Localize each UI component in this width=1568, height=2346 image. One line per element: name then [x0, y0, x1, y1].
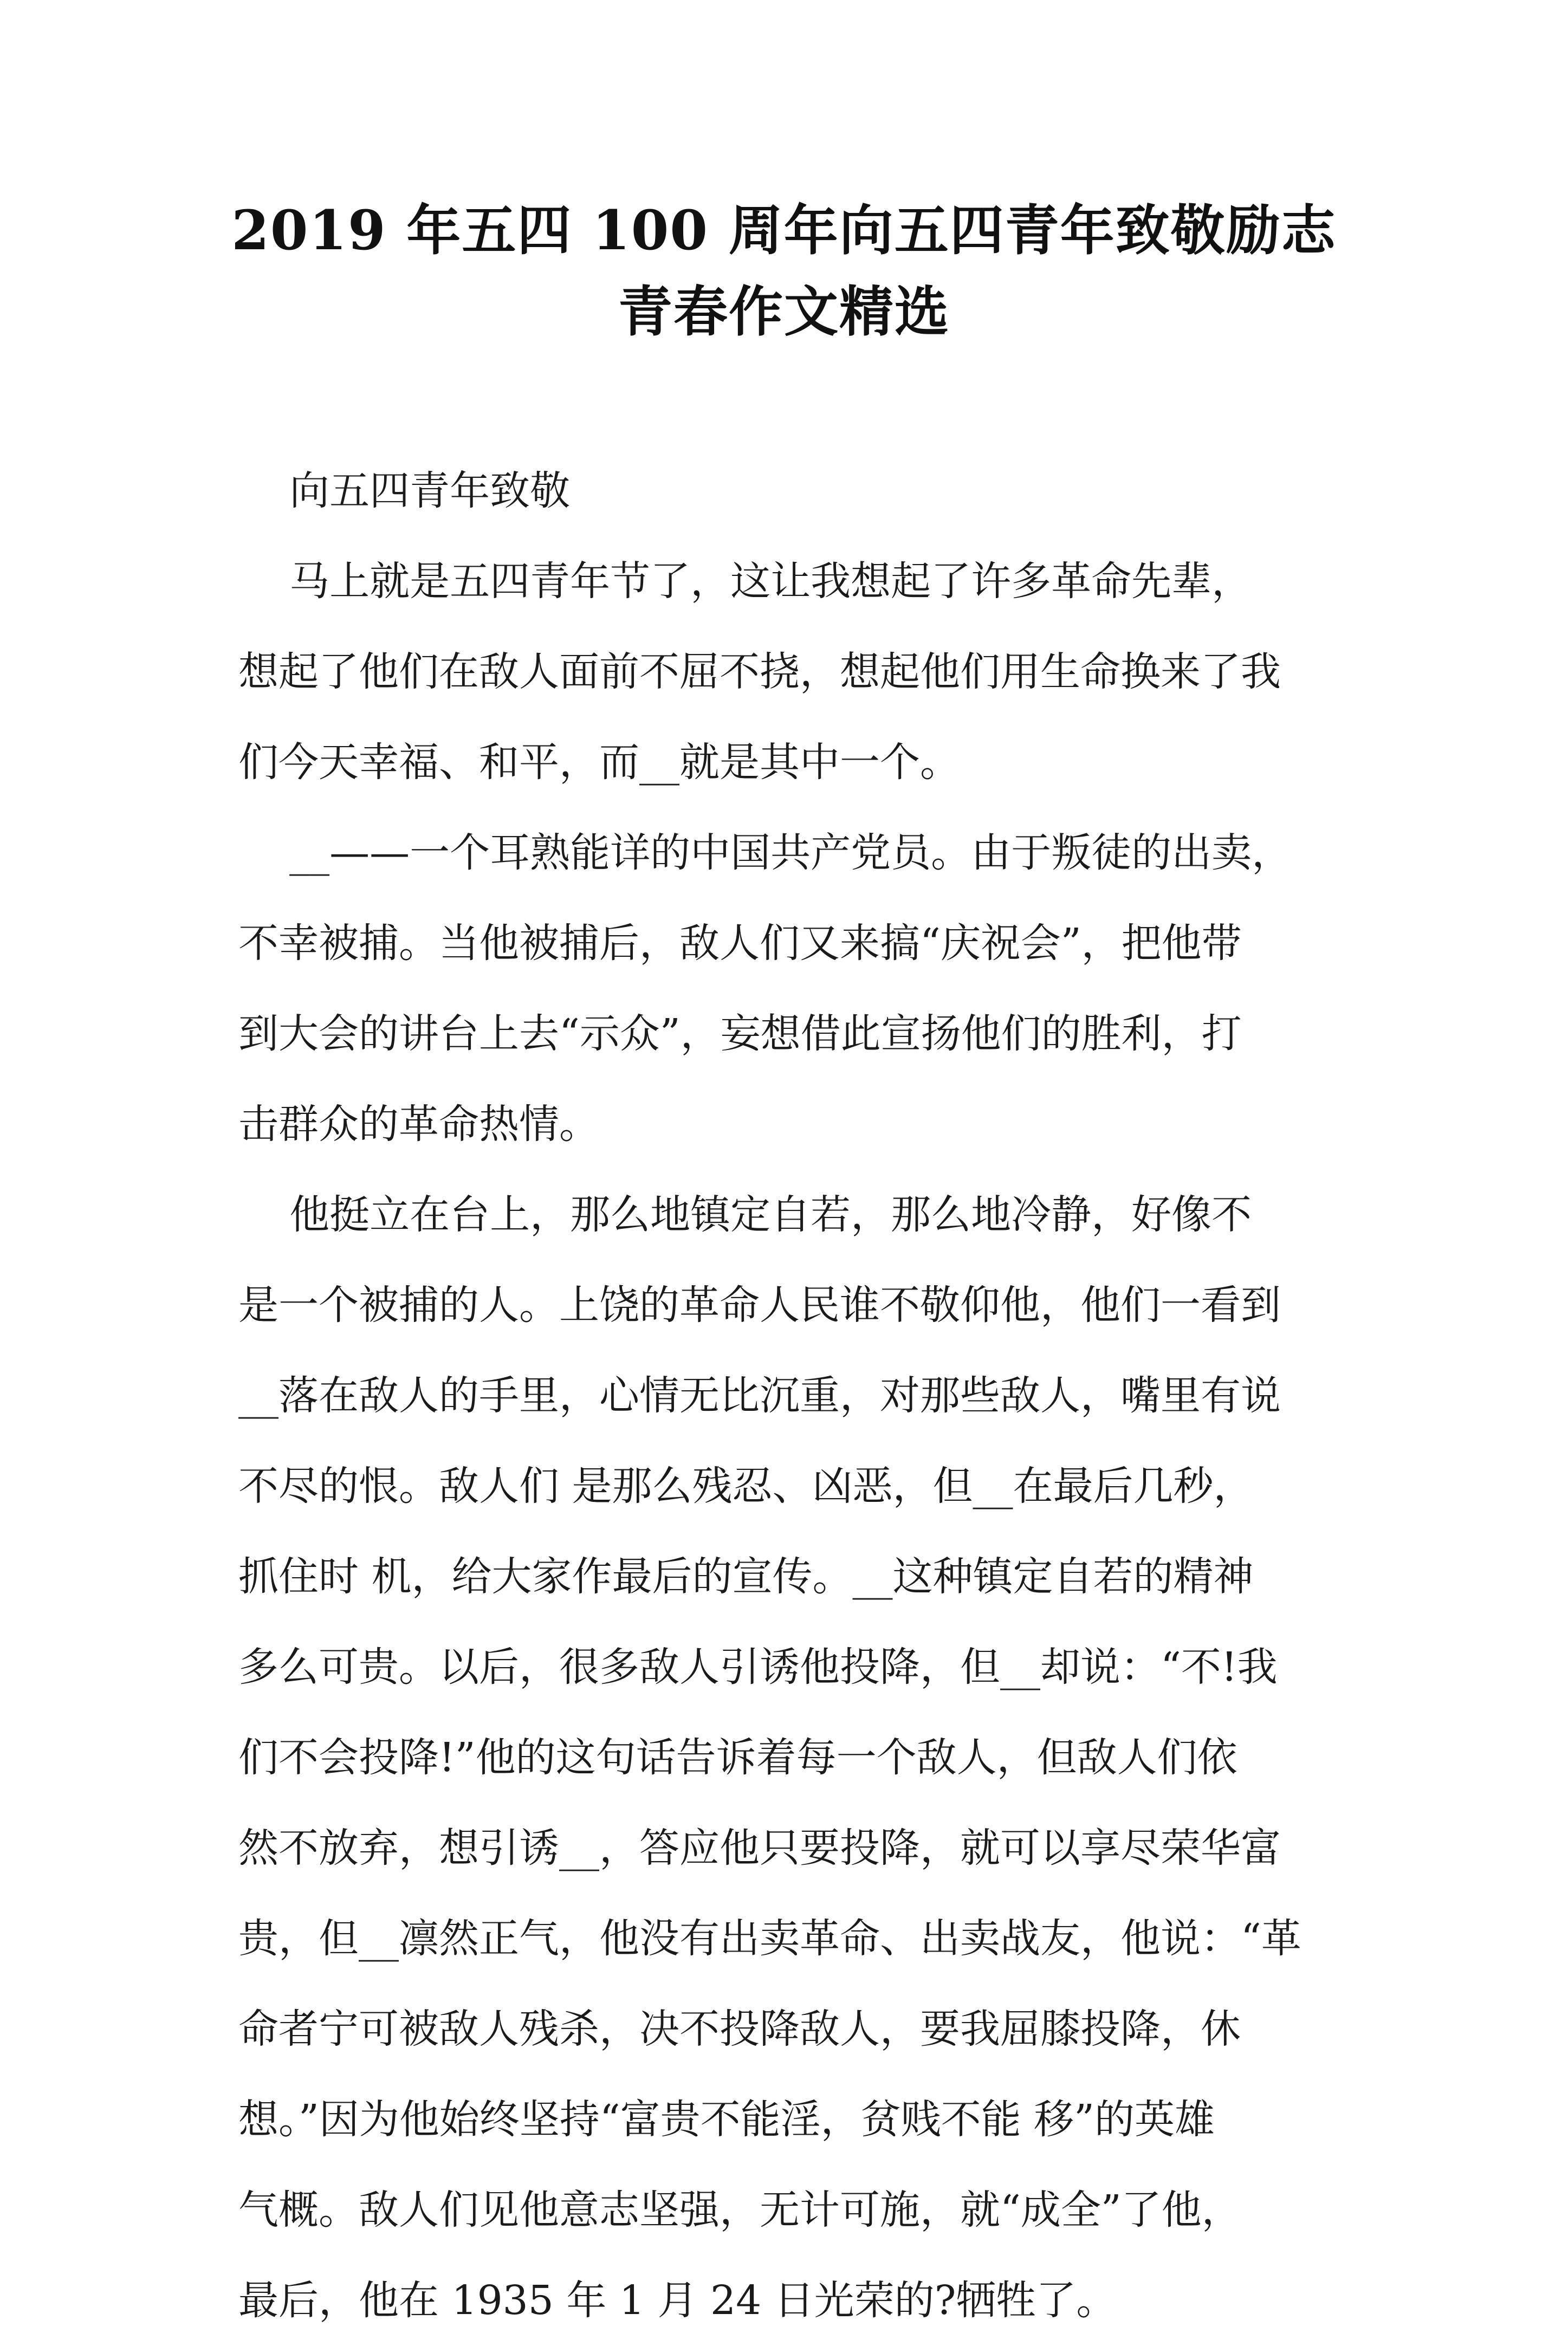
body-line: 不幸被捕。当他被捕后，敌人们又来搞“庆祝会”，把他带: [238, 920, 1242, 967]
title-line-2: 青春作文精选: [618, 280, 950, 344]
body-line: 贵，但__凛然正气，他没有出卖革命、出卖战友，他说：“革: [238, 1915, 1301, 1962]
body-line: 想。”因为他始终坚持“富贵不能淫，贫贱不能 移”的英雄: [238, 2096, 1215, 2143]
document-body: [238, 446, 1344, 2346]
body-line: 到大会的讲台上去“示众”，妄想借此宣扬他们的胜利，打: [238, 1010, 1242, 1057]
body-line: 马上就是五四青年节了，这让我想起了许多革命先辈，: [238, 558, 1252, 605]
body-line: 是一个被捕的人。上饶的革命人民谁不敬仰他，他们一看到: [238, 1282, 1281, 1328]
body-line: 不尽的恨。敌人们 是那么残忍、凶恶，但__在最后几秒，: [238, 1463, 1254, 1509]
body-line: 他挺立在台上，那么地镇定自若，那么地冷静，好像不: [238, 1191, 1252, 1238]
document-title: [163, 190, 1405, 352]
body-line: 向五四青年致敬: [238, 468, 571, 514]
body-line: __落在敌人的手里，心情无比沉重，对那些敌人，嘴里有说: [238, 1372, 1281, 1419]
body-line: 最后，他在 1935 年 1 月 24 日光荣的?牺牲了。: [238, 2277, 1117, 2324]
body-line: 们今天幸福、和平，而__就是其中一个。: [238, 739, 960, 786]
body-line: 多么可贵。以后，很多敌人引诱他投降，但__却说：“不!我: [238, 1644, 1278, 1690]
body-line: 们不会投降!”他的这句话告诉着每一个敌人，但敌人们依: [238, 1734, 1237, 1781]
body-line: 想起了他们在敌人面前不屈不挠，想起他们用生命换来了我: [238, 649, 1281, 695]
body-line: 抓住时 机，给大家作最后的宣传。__这种镇定自若的精神: [238, 1553, 1254, 1600]
body-line: 气概。敌人们见他意志坚强，无计可施，就“成全”了他，: [238, 2187, 1242, 2233]
title-line-1: 2019 年五四 100 周年向五四青年致敬励志: [231, 198, 1337, 262]
body-line: __——一个耳熟能详的中国共产党员。由于叛徒的出卖，: [238, 829, 1292, 876]
body-line: 命者宁可被敌人残杀，决不投降敌人，要我屈膝投降，休: [238, 2006, 1241, 2052]
body-line: 击群众的革命热情。: [238, 1101, 599, 1148]
body-line: 然不放弃，想引诱__，答应他只要投降，就可以享尽荣华富: [238, 1825, 1281, 1871]
